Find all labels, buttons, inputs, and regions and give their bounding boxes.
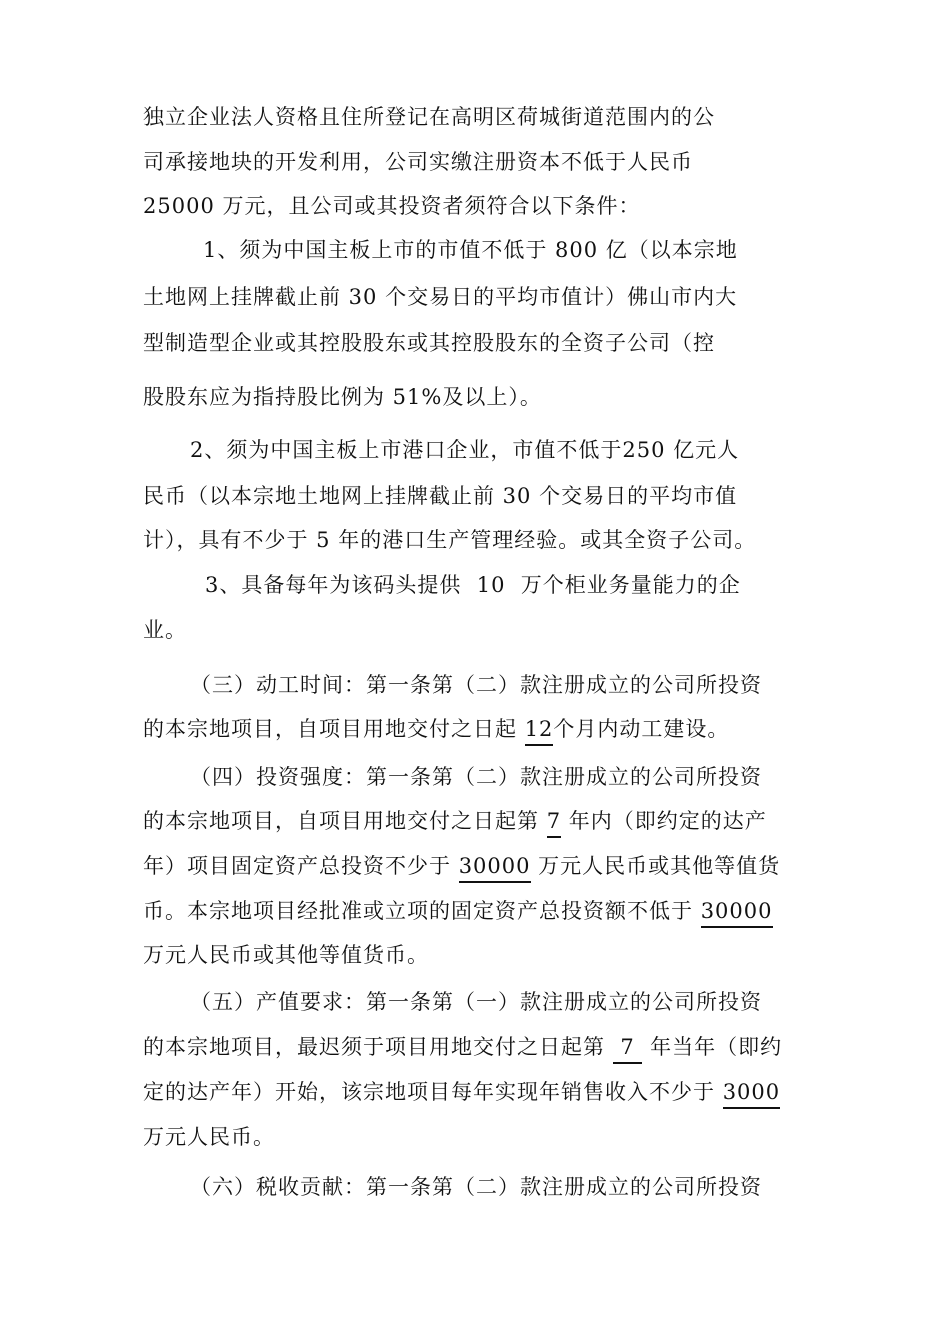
text-line: [143, 94, 715, 140]
text-line: [143, 1024, 782, 1070]
underlined-value: 12: [525, 714, 554, 746]
underlined-value: 7: [613, 1032, 643, 1064]
text-segment: 业。: [143, 618, 187, 642]
text-segment: （三）动工时间：第一条第（二）款注册成立的公司所投资: [190, 673, 762, 697]
text-segment: 年内（即约定的达产: [561, 809, 767, 833]
text-line: [143, 517, 756, 563]
text-line: [143, 1114, 275, 1160]
text-line: [143, 374, 542, 420]
text-segment: 1、须为中国主板上市的市值不低于 800 亿（以本宗地: [203, 238, 738, 262]
text-line: [203, 227, 738, 273]
text-segment: 万元人民币或其他等值货: [530, 854, 781, 878]
text-line: [143, 320, 715, 366]
text-line: [143, 274, 737, 320]
text-segment: 币。本宗地项目经批准或立项的固定资产总投资额不低于: [143, 899, 701, 923]
underlined-value: 30000: [701, 896, 773, 928]
text-line: [143, 798, 767, 844]
text-line: [143, 888, 773, 934]
text-line: [143, 183, 640, 229]
text-segment: 计），具有不少于 5 年的港口生产管理经验。或其全资子公司。: [143, 528, 757, 552]
text-segment: 3、具备每年为该码头提供 10 万个柜业务量能力的企: [205, 573, 741, 597]
text-segment: （四）投资强度：第一条第（二）款注册成立的公司所投资: [190, 765, 762, 789]
text-line: [143, 706, 729, 752]
text-segment: 25000 万元，且公司或其投资者须符合以下条件：: [143, 194, 641, 218]
text-segment: 年当年（即约: [642, 1035, 783, 1059]
text-line: [143, 473, 737, 519]
text-line: [190, 754, 762, 800]
text-segment: 独立企业法人资格且住所登记在高明区荷城街道范围内的公: [143, 105, 715, 129]
text-segment: 2、须为中国主板上市港口企业，市值不低于250 亿元人: [190, 438, 740, 462]
underlined-value: 3000: [723, 1077, 780, 1109]
text-line: [190, 979, 762, 1025]
text-line: [190, 427, 739, 473]
text-line: [190, 1164, 762, 1210]
text-segment: 个月内动工建设。: [553, 717, 730, 741]
text-line: [143, 607, 187, 653]
text-segment: 土地网上挂牌截止前 30 个交易日的平均市值计）佛山市内大: [143, 285, 738, 309]
text-line: [143, 139, 693, 185]
text-segment: （六）税收贡献：第一条第（二）款注册成立的公司所投资: [190, 1175, 762, 1199]
text-segment: 司承接地块的开发利用，公司实缴注册资本不低于人民币: [143, 150, 693, 174]
text-line: [143, 843, 780, 889]
text-segment: （五）产值要求：第一条第（一）款注册成立的公司所投资: [190, 990, 762, 1014]
text-line: [190, 662, 762, 708]
text-line: [205, 562, 741, 608]
text-segment: 定的达产年）开始，该宗地项目每年实现年销售收入不少于: [143, 1080, 723, 1104]
text-segment: 型制造型企业或其控股股东或其控股股东的全资子公司（控: [143, 331, 715, 355]
underlined-value: 7: [547, 806, 561, 838]
text-segment: 的本宗地项目，自项目用地交付之日起: [143, 717, 525, 741]
text-segment: 年）项目固定资产总投资不少于: [143, 854, 459, 878]
text-segment: 万元人民币或其他等值货币。: [143, 943, 429, 967]
text-line: [143, 932, 429, 978]
text-segment: 万元人民币。: [143, 1125, 275, 1149]
text-segment: 股股东应为指持股比例为 51%及以上）。: [143, 385, 542, 409]
text-line: [143, 1069, 780, 1115]
underlined-value: 30000: [459, 851, 531, 883]
text-segment: 的本宗地项目，最迟须于项目用地交付之日起第: [143, 1035, 613, 1059]
text-segment: 民币（以本宗地土地网上挂牌截止前 30 个交易日的平均市值: [143, 484, 738, 508]
text-segment: 的本宗地项目，自项目用地交付之日起第: [143, 809, 547, 833]
